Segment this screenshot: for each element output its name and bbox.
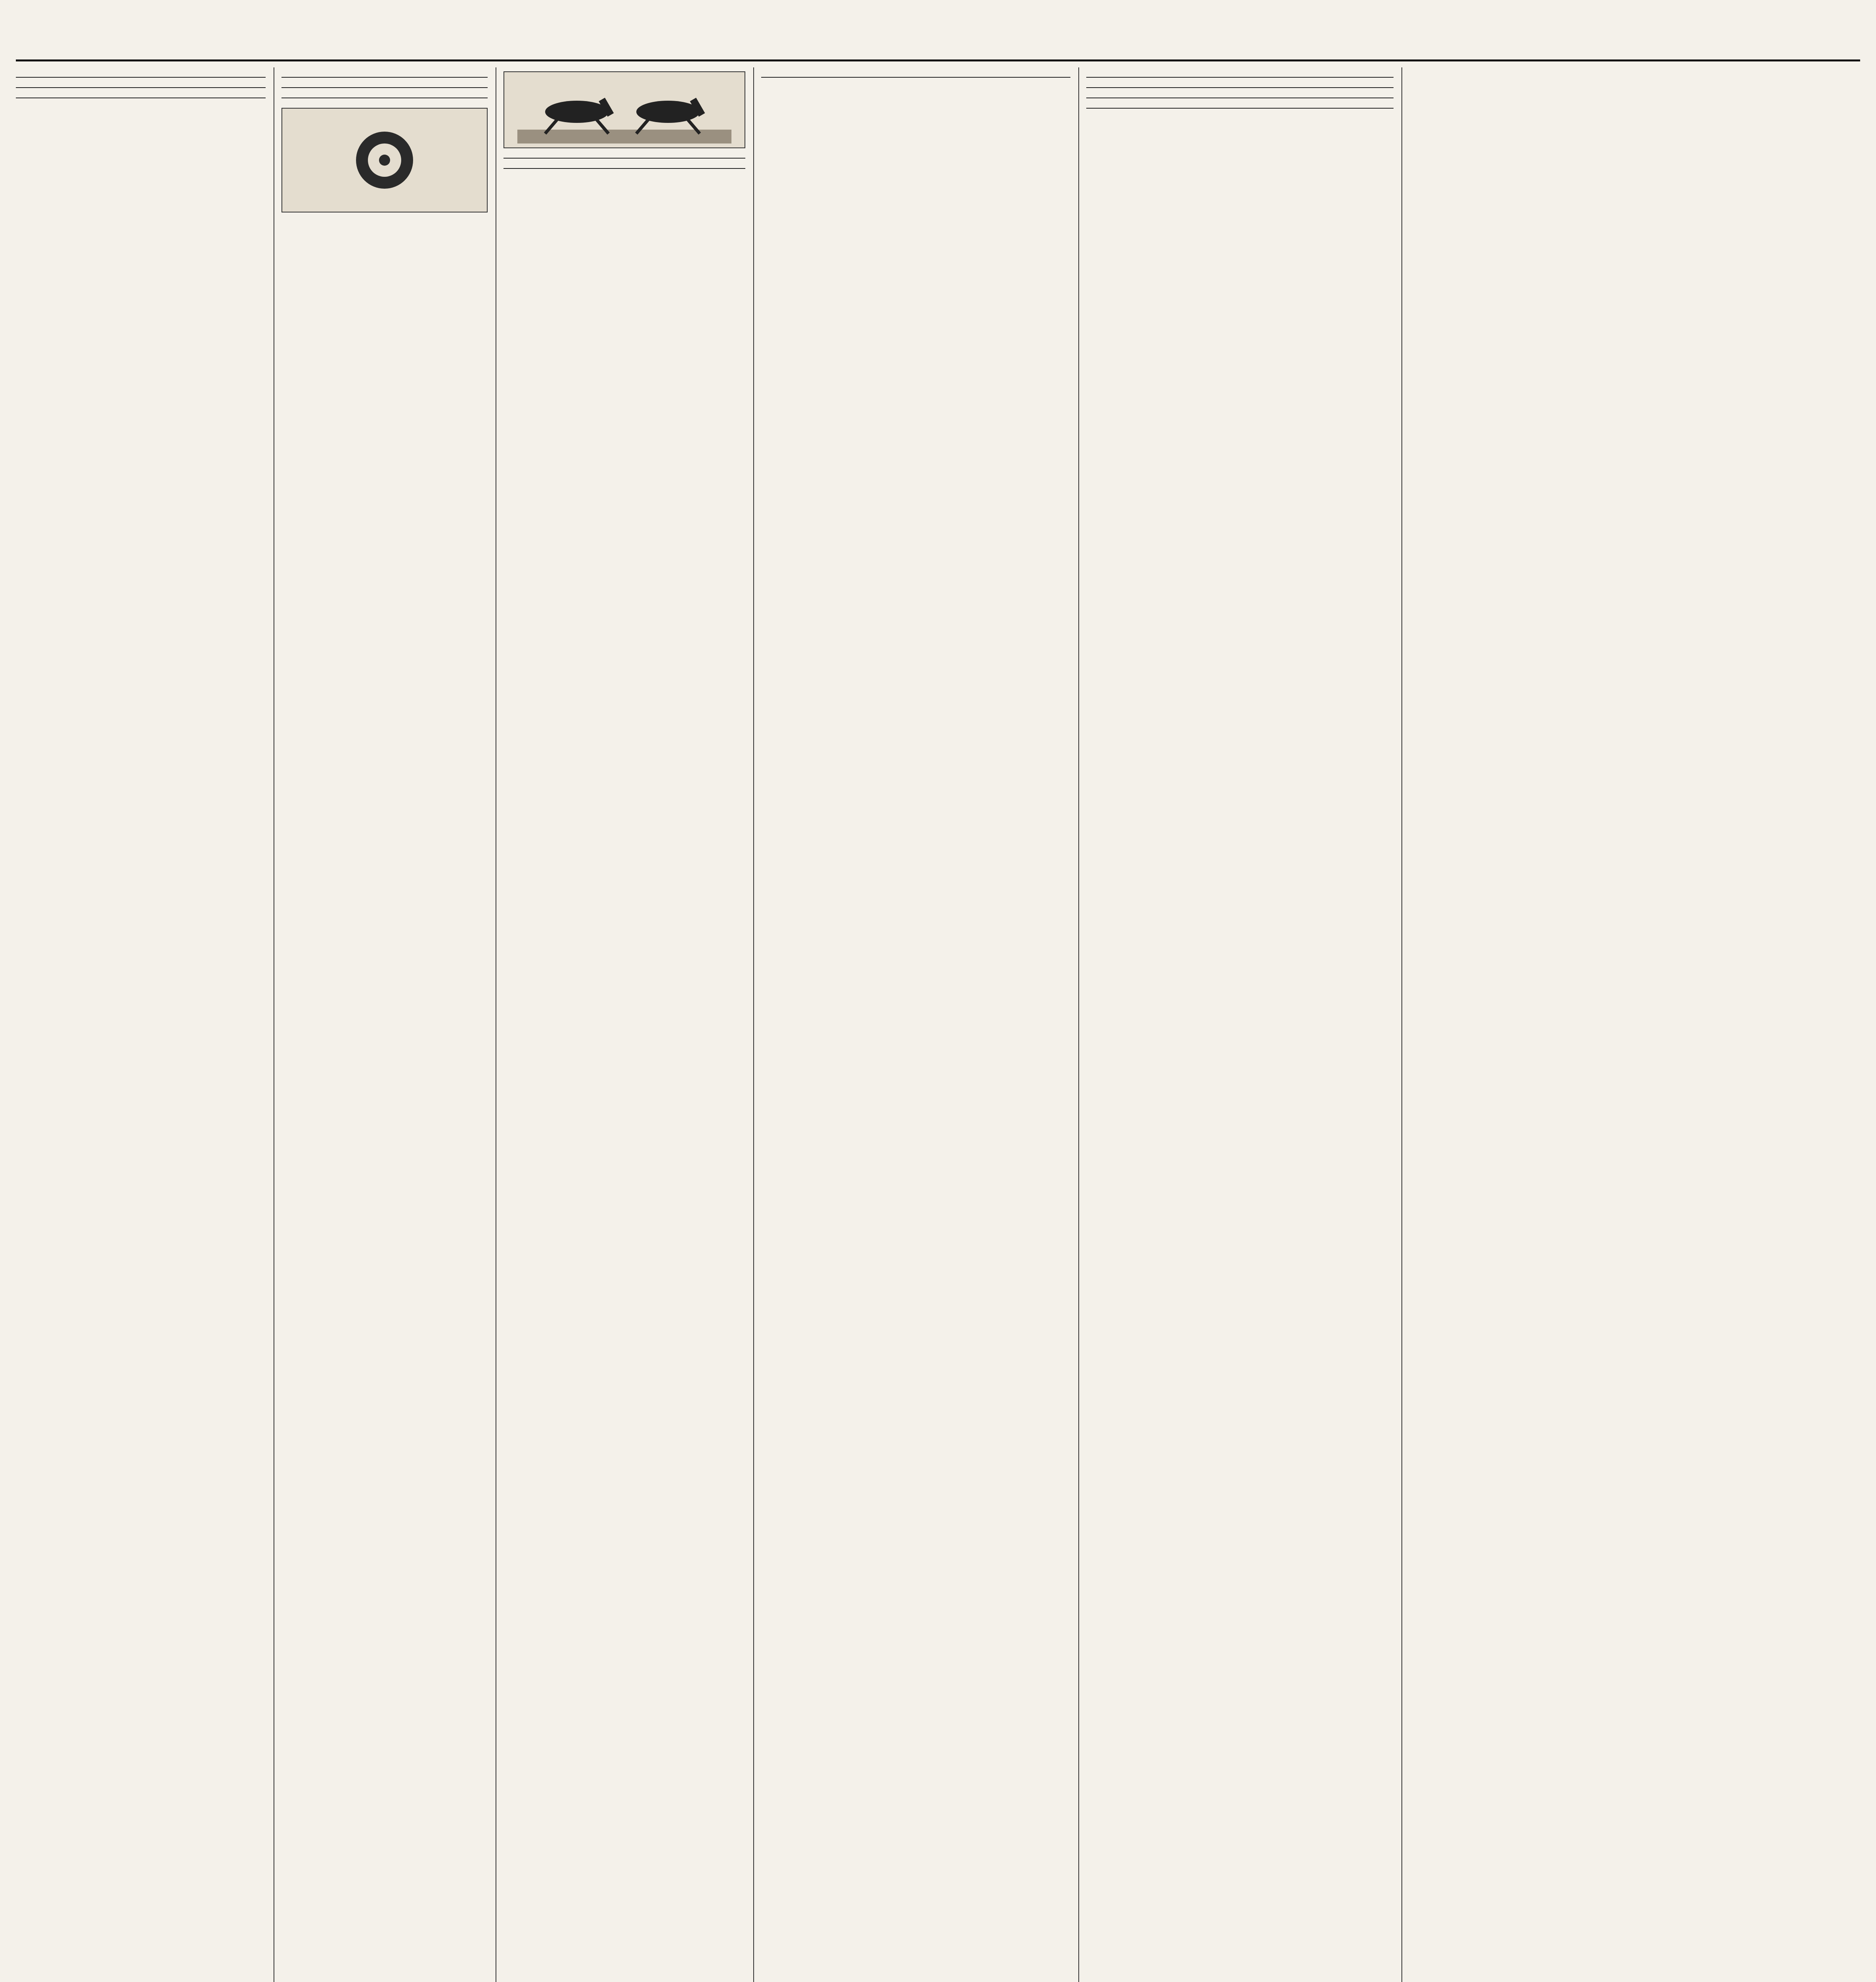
racehorse-icon: [517, 76, 731, 143]
tyre-icon: [345, 126, 424, 194]
column-1: [16, 67, 266, 1982]
divider: [1086, 87, 1394, 88]
column-ads: [1409, 67, 1860, 1982]
masthead: [16, 0, 1860, 61]
divider: [16, 77, 266, 78]
divider: [281, 87, 488, 88]
divider: [1086, 77, 1394, 78]
horse-race-illustration: [503, 71, 745, 148]
column-rule: [1401, 67, 1402, 1982]
tyre-ad-illustration: [281, 108, 488, 212]
column-4: [761, 67, 1070, 1982]
column-2: [281, 67, 488, 1982]
divider: [16, 87, 266, 88]
column-5: [1086, 67, 1394, 1982]
divider: [503, 158, 745, 159]
column-3: [503, 67, 745, 1982]
divider: [761, 77, 1070, 78]
divider: [281, 77, 488, 78]
column-rule: [753, 67, 754, 1982]
divider: [503, 168, 745, 169]
divider: [1086, 108, 1394, 109]
column-rule: [1078, 67, 1079, 1982]
